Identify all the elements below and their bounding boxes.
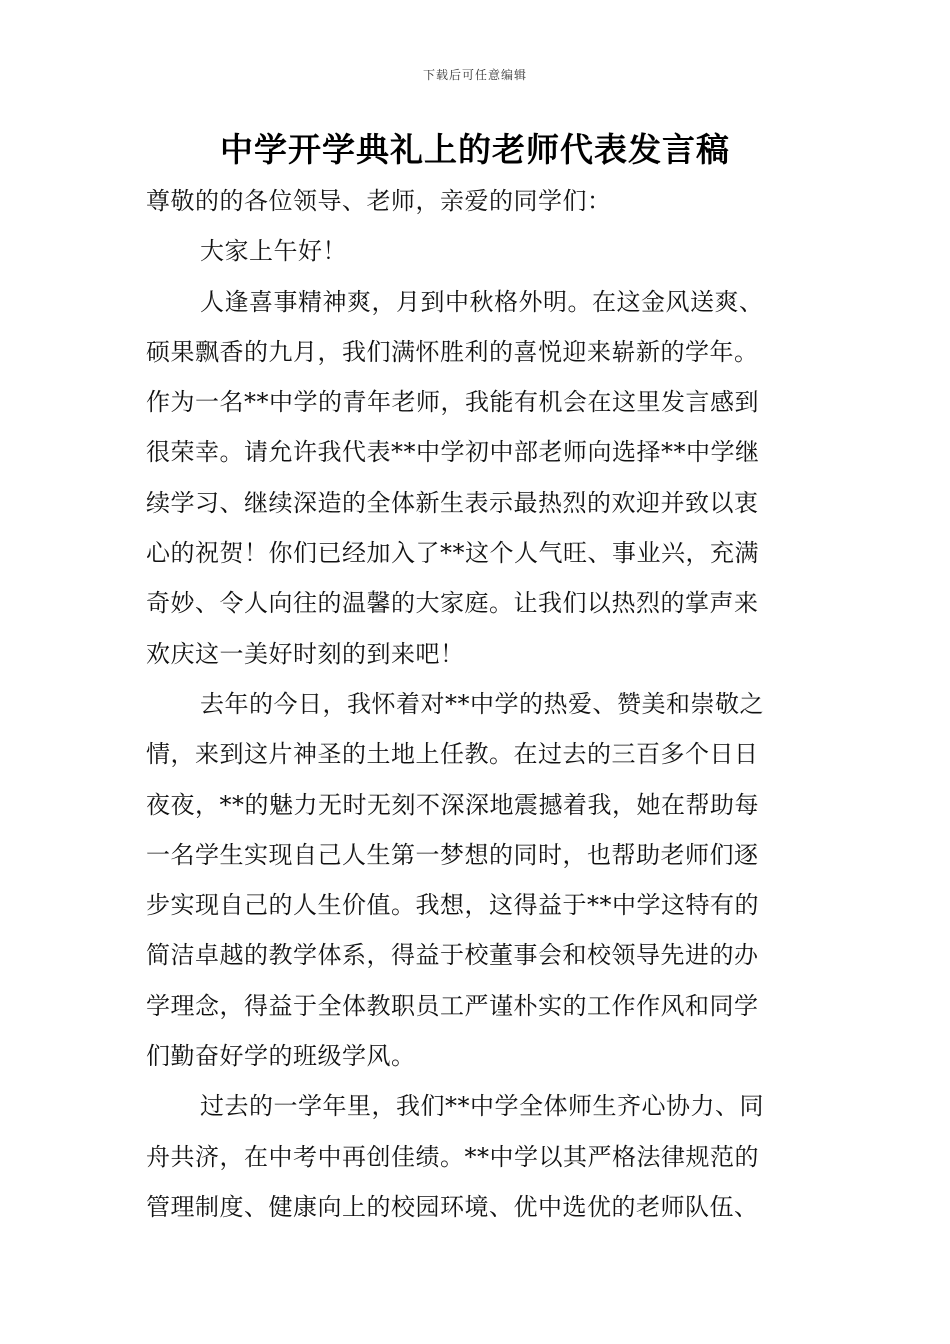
text-line: 们勤奋好学的班级学风。	[146, 1042, 416, 1071]
text-line: 心的祝贺！你们已经加入了**这个人气旺、事业兴，充满	[146, 539, 759, 568]
header-note: 下载后可任意编辑	[422, 68, 527, 82]
text-line: 简洁卓越的教学体系，得益于校董事会和校领导先进的办	[146, 941, 759, 970]
text-line: 舟共济，在中考中再创佳绩。**中学以其严格法律规范的	[146, 1142, 759, 1171]
document-body	[146, 180, 810, 1236]
text-line: 奇妙、令人向往的温馨的大家庭。让我们以热烈的掌声来	[146, 589, 759, 618]
text-line: 去年的今日，我怀着对**中学的热爱、赞美和崇敬之	[200, 689, 764, 718]
text-line: 过去的一学年里，我们**中学全体师生齐心协力、同	[200, 1092, 764, 1121]
text-line: 大家上午好！	[200, 237, 347, 266]
text-line: 续学习、继续深造的全体新生表示最热烈的欢迎并致以衷	[146, 488, 759, 517]
text-line: 情，来到这片神圣的土地上任教。在过去的三百多个日日	[146, 740, 759, 769]
text-line: 尊敬的的各位领导、老师，亲爱的同学们：	[146, 187, 612, 215]
text-line: 人逢喜事精神爽，月到中秋格外明。在这金风送爽、	[200, 287, 764, 316]
text-line: 欢庆这一美好时刻的到来吧！	[146, 639, 465, 668]
text-line: 夜夜，**的魅力无时无刻不深深地震撼着我，她在帮助每	[146, 790, 759, 819]
document-title: 中学开学典礼上的老师代表发言稿	[220, 130, 730, 169]
text-line: 硕果飘香的九月，我们满怀胜利的喜悦迎来崭新的学年。	[146, 337, 759, 366]
text-line: 很荣幸。请允许我代表**中学初中部老师向选择**中学继	[146, 438, 760, 467]
text-line: 步实现自己的人生价值。我想，这得益于**中学这特有的	[146, 891, 759, 920]
text-line: 一名学生实现自己人生第一梦想的同时，也帮助老师们逐	[146, 840, 759, 869]
text-line: 管理制度、健康向上的校园环境、优中选优的老师队伍、	[146, 1192, 759, 1221]
text-line: 作为一名**中学的青年老师，我能有机会在这里发言感到	[146, 388, 759, 417]
text-line: 学理念，得益于全体教职员工严谨朴实的工作作风和同学	[146, 991, 759, 1020]
